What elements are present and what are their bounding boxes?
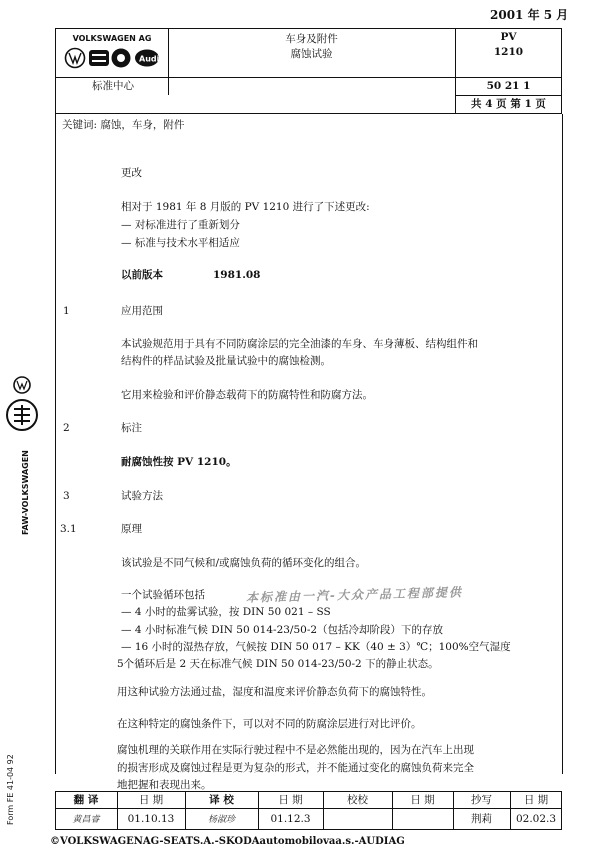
std-number: 1210 (493, 46, 524, 58)
audi-logo-icon (135, 50, 160, 67)
std-code: PV (500, 31, 517, 43)
paragraph: 5个循环后是 2 天在标准气候 DIN 50 014-23/50-2 下的静止状态。 (117, 658, 439, 670)
section-number: 2 (63, 422, 70, 434)
changes-intro: 相对于 1981 年 8 月版的 PV 1210 进行了下述更改: (121, 201, 370, 213)
paragraph: 的损害形成及腐蚀过程是更为复杂的形式，并不能通过变化的腐蚀负荷来完全 (117, 762, 474, 774)
change-item: — 标准与技术水平相适应 (121, 237, 240, 249)
dept-label: 标准中心 (92, 80, 134, 92)
footer-header: 日 期 (523, 794, 549, 806)
footer-header: 校校 (347, 794, 368, 806)
paragraph: 它用来检验和评价静态载荷下的防腐特性和防腐方法。 (121, 389, 373, 401)
side-brand-text: FAW-VOLKSWAGEN (21, 450, 30, 535)
faw-vw-side-logo (4, 375, 40, 585)
footer-header: 日 期 (138, 794, 164, 806)
footer-header: 日 期 (410, 794, 435, 806)
paragraph: 地把握和表现出来。 (117, 779, 212, 791)
paragraph: 结构件的样品试验及批量试验中的腐蚀检测。 (121, 355, 331, 367)
doc-title-line2: 腐蚀试验 (290, 48, 333, 60)
section-title: 标注 (121, 422, 142, 434)
footer-value: 荆莉 (471, 813, 492, 825)
page-count: 共 4 页 第 1 页 (471, 98, 546, 110)
faw-logo-icon (7, 400, 37, 430)
section-number: 3.1 (60, 523, 77, 535)
form-number: Form FE 41-04 92 (6, 754, 15, 825)
skoda-logo-icon (112, 49, 131, 68)
paragraph: 一个试验循环包括 (121, 589, 205, 601)
issue-date: 2001 年 5 月 (490, 8, 569, 22)
paragraph: 在这种特定的腐蚀条件下，可以对不同的防腐涂层进行对比评价。 (117, 718, 422, 730)
section-number: 3 (63, 490, 70, 502)
company-name: VOLKSWAGEN AG (72, 34, 152, 43)
vw-logo-icon (14, 377, 30, 393)
paragraph: 腐蚀机理的关联作用在实际行驶过程中不是必然能出现的，因为在汽车上出现 (117, 744, 474, 756)
translator-signature: 黄昌睿 (72, 815, 100, 825)
footer-header: 日 期 (278, 794, 303, 806)
footer-header: 译 校 (209, 794, 234, 806)
cycle-item: — 4 小时的盐雾试验，按 DIN 50 021 – SS (121, 606, 331, 618)
svg-text:Audi: Audi (139, 54, 160, 64)
section-title: 试验方法 (121, 490, 163, 502)
footer-value: 01.12.3 (270, 813, 311, 825)
footer-value: 01.10.13 (127, 813, 175, 825)
changes-heading: 更改 (121, 167, 142, 179)
section-number: 1 (63, 305, 70, 317)
section-title: 应用范围 (121, 305, 163, 317)
paragraph: 本试验规范用于具有不同防腐涂层的完全油漆的车身、车身薄板、结构组件和 (121, 338, 478, 350)
cycle-item: — 4 小时标准气候 DIN 50 014-23/50-2（包括冷却阶段）下的存放 (121, 624, 444, 636)
class-number: 50 21 1 (486, 80, 531, 92)
reviewer-signature: 杨淑珍 (207, 815, 235, 825)
paragraph: 该试验是不同气候和/或腐蚀负荷的循环变化的组合。 (121, 557, 367, 569)
change-item: — 对标准进行了重新划分 (121, 219, 240, 231)
brand-logos (64, 47, 160, 69)
approval-stamp: 本标准由一汽-大众产品工程部提供 (245, 585, 464, 605)
prev-version-label: 以前版本 (121, 269, 163, 281)
cycle-item: — 16 小时的湿热存放，气候按 DIN 50 017 – KK（40 ± 3）℃；100%空气湿度 (121, 641, 511, 653)
paragraph: 用这种试验方法通过盐，湿度和温度来评价静态负荷下的腐蚀特性。 (117, 686, 432, 698)
footer-value: 02.02.3 (515, 813, 557, 825)
footer-header: 翻 译 (73, 794, 99, 806)
keywords: 关键词: 腐蚀，车身，附件 (62, 119, 185, 131)
paragraph: 耐腐蚀性按 PV 1210。 (121, 456, 237, 468)
seat-logo-icon (89, 50, 109, 66)
footer-header: 抄写 (471, 794, 492, 806)
copyright: ©VOLKSWAGENAG-SEATS.A.-SKODAautomobilovaa.s.-AUDIAG (50, 836, 405, 847)
doc-title-line1: 车身及附件 (285, 33, 338, 45)
vw-logo-icon (66, 49, 85, 68)
section-title: 原理 (121, 523, 142, 535)
prev-version-value: 1981.08 (213, 269, 261, 281)
